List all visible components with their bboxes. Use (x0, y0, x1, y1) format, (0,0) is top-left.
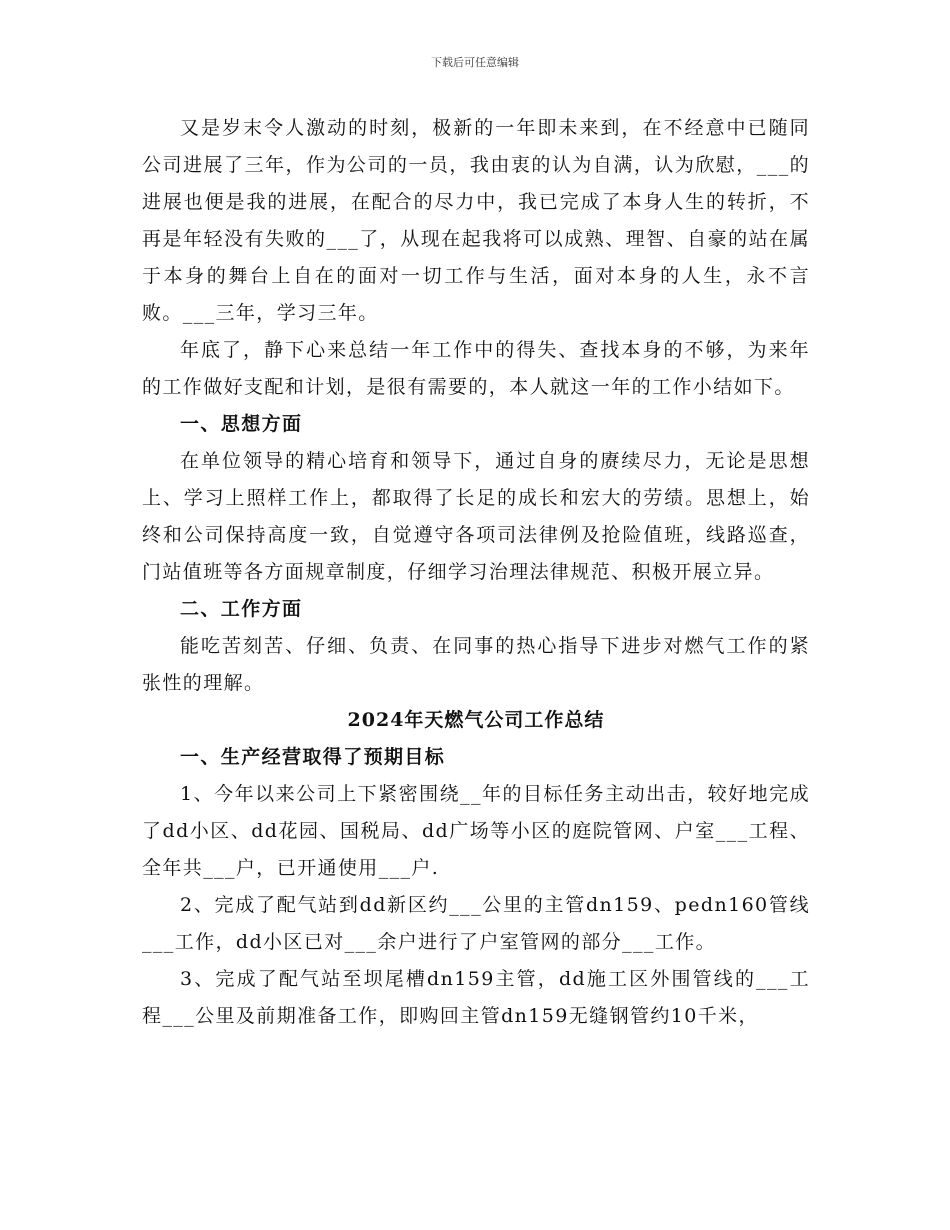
section-heading-thought: 一、思想方面 (180, 413, 303, 435)
paragraph-intro: 又是岁末令人激动的时刻，极新的一年即未来到，在不经意中已随同公司进展了三年，作为公司的一员，我由衷的认为自满，认为欣慰，___的进展也便是我的进展，在配合的尽力中，我已完成了本身人生的转折，不再是年轻没有失败的___了，从现在起我将可以成熟、理智、自豪的站在属于本身的舞台上自在的面对一切工作与生活，面对本身的人生，永不言败。___三年，学习三年。 (142, 117, 810, 324)
paragraph-thought: 在单位领导的精心培育和领导下，通过自身的赓续尽力，无论是思想上、学习上照样工作上，都取得了长足的成长和宏大的劳绩。思想上，始终和公司保持高度一致，自觉遵守各项司法律例及抢险值班，线路巡查，门站值班等各方面规章制度，仔细学习治理法律规范、积极开展立异。 (142, 450, 810, 583)
section-heading-work: 二、工作方面 (180, 598, 303, 620)
paragraph-item-1: 1、今年以来公司上下紧密围绕__年的目标任务主动出击，较好地完成了dd小区、dd花园、国税局、dd广场等小区的庭院管网、户室___工程、全年共___户，已开通使用___户. (142, 783, 810, 879)
page-header-note: 下载后可任意编辑 (431, 56, 519, 69)
paragraph-item-2: 2、完成了配气站到dd新区约___公里的主管dn159、pedn160管线___工作，dd小区已对___余户进行了户室管网的部分___工作。 (142, 894, 810, 953)
document-title: 2024年天燃气公司工作总结 (347, 709, 605, 731)
paragraph-work: 能吃苦刻苦、仔细、负责、在同事的热心指导下进步对燃气工作的紧张性的理解。 (142, 635, 810, 694)
document-body (142, 110, 810, 1035)
paragraph-year-end: 年底了，静下心来总结一年工作中的得失、查找本身的不够，为来年的工作做好支配和计划，是很有需要的，本人就这一年的工作小结如下。 (142, 339, 810, 398)
paragraph-item-3: 3、完成了配气站至坝尾槽dn159主管，dd施工区外围管线的___工程___公里及前期准备工作，即购回主管dn159无缝钢管约10千米， (142, 968, 810, 1027)
section-heading-production: 一、生产经营取得了预期目标 (180, 746, 446, 768)
